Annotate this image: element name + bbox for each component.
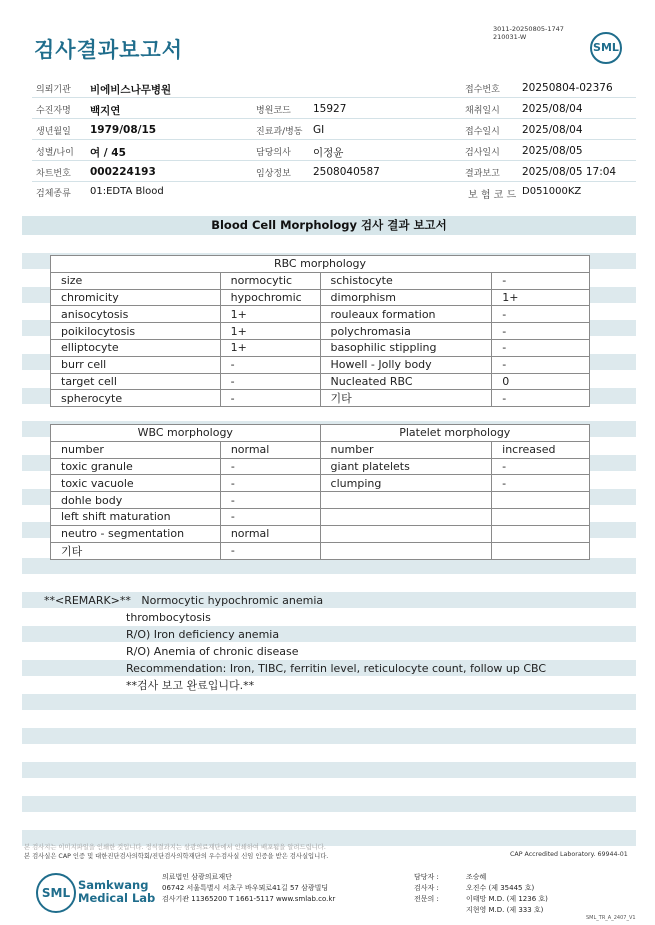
item-result: -: [220, 475, 320, 492]
info-row-6: [32, 182, 636, 202]
hospital-code-value: 15927: [313, 103, 347, 115]
item-name: number: [51, 441, 221, 458]
item-result: -: [220, 356, 320, 373]
staff-name: 오진수 (제 35445 호): [466, 884, 535, 892]
item-name: left shift maturation: [51, 508, 221, 525]
item-result: normal: [220, 525, 320, 542]
chart-label: 차트번호: [36, 169, 71, 179]
item-result: -: [492, 272, 590, 289]
rbc-header-row: [51, 256, 590, 273]
remark-label: **<REMARK>**: [44, 594, 131, 607]
received-value: 2025/08/04: [522, 124, 583, 136]
remark-line: Recommendation: Iron, TIBC, ferritin level, reticulocyte count, follow up CBC: [126, 662, 547, 675]
sex-age-value: 여 / 45: [90, 147, 126, 159]
platelet-table-title: Platelet morphology: [320, 425, 589, 442]
item-name: burr cell: [51, 356, 221, 373]
staff-line: [414, 905, 548, 916]
accreditation-notice: 본 검사실은 CAP 인증 및 대한진단검사의학회/진단검사의학재단의 우수검사실 신임 인증을 받은 검사실입니다.: [24, 853, 329, 860]
dept-value: GI: [313, 124, 325, 136]
cap-accreditation: CAP Accredited Laboratory. 69944-01: [510, 851, 628, 858]
item-result: -: [492, 390, 590, 407]
item-result: 0: [492, 373, 590, 390]
item-name: dohle body: [51, 492, 221, 509]
org-contact: 검사기관 11365200 T 1661-5117 www.smlab.co.kr: [162, 895, 336, 903]
rbc-table-body: [51, 272, 590, 407]
print-notice: 본 검사지는 이미지파일을 인쇄한 것입니다. 정식결과지는 삼광의료재단에서 인쇄하여 배포됨을 알려드립니다.: [24, 844, 326, 851]
rbc-row: [51, 390, 590, 407]
stripe: [22, 762, 636, 778]
staff-signatures: [414, 872, 548, 916]
wbc-platelet-row: [51, 441, 590, 458]
staff-line: [414, 894, 548, 905]
info-row-2: [32, 99, 636, 119]
info-row-5: [32, 162, 636, 182]
wbc-platelet-row: [51, 525, 590, 542]
clinical-label: 임상정보: [256, 169, 291, 179]
item-name: 기타: [51, 542, 221, 559]
rbc-morphology-table: [50, 255, 590, 407]
item-name: [320, 508, 492, 525]
item-result: normocytic: [220, 272, 320, 289]
item-name: chromicity: [51, 289, 221, 306]
sml-footer-logo-icon: SML: [36, 873, 76, 913]
org-address: 06742 서울특별시 서초구 바우뫼로41길 57 삼광빌딩: [162, 884, 329, 892]
item-name: [320, 492, 492, 509]
item-result: -: [220, 373, 320, 390]
accession-value: 20250804-02376: [522, 82, 613, 94]
sml-logo-icon: SML: [590, 32, 622, 64]
item-name: toxic vacuole: [51, 475, 221, 492]
tested-value: 2025/08/05: [522, 145, 583, 157]
item-name: elliptocyte: [51, 339, 221, 356]
rbc-row: [51, 306, 590, 323]
info-row-4: [32, 141, 636, 161]
item-result: -: [220, 492, 320, 509]
doctor-label: 담당의사: [256, 148, 291, 158]
item-result: hypochromic: [220, 289, 320, 306]
item-result: [492, 525, 590, 542]
wbc-table-title: WBC morphology: [51, 425, 321, 442]
doctor-value: 이정윤: [313, 147, 344, 159]
info-row-1: [32, 78, 636, 98]
organization-info: [162, 872, 335, 905]
brand-line-1: Samkwang: [78, 878, 149, 892]
item-name: dimorphism: [320, 289, 492, 306]
item-name: Howell - Jolly body: [320, 356, 492, 373]
dob-value: 1979/08/15: [90, 124, 157, 136]
item-name: Nucleated RBC: [320, 373, 492, 390]
insurance-value: D051000KZ: [522, 186, 582, 197]
stripe: [22, 728, 636, 744]
item-result: [492, 542, 590, 559]
item-result: [492, 508, 590, 525]
wbc-platelet-row: [51, 458, 590, 475]
wbc-platelet-row: [51, 508, 590, 525]
item-name: [320, 542, 492, 559]
remark-section: [44, 592, 546, 694]
item-name: target cell: [51, 373, 221, 390]
item-name: clumping: [320, 475, 492, 492]
specimen-value: 01:EDTA Blood: [90, 186, 164, 197]
stripe: [22, 796, 636, 812]
item-result: 1+: [220, 339, 320, 356]
name-label: 수진자명: [36, 106, 71, 116]
item-result: increased: [492, 441, 590, 458]
rbc-row: [51, 356, 590, 373]
doc-number-line: 3011-20250805-1747: [493, 25, 564, 33]
stripe: [22, 694, 636, 710]
item-result: -: [220, 542, 320, 559]
clinical-value: 2508040587: [313, 166, 380, 178]
section-title: Blood Cell Morphology 검사 결과 보고서: [22, 216, 636, 235]
item-name: 기타: [320, 390, 492, 407]
brand-name: [78, 879, 155, 905]
item-result: -: [492, 339, 590, 356]
hospital-label: 의뢰기관: [36, 85, 71, 95]
item-name: poikilocytosis: [51, 323, 221, 340]
rbc-row: [51, 339, 590, 356]
item-result: 1+: [492, 289, 590, 306]
wbc-platelet-row: [51, 542, 590, 559]
item-name: basophilic stippling: [320, 339, 492, 356]
item-result: -: [492, 458, 590, 475]
item-result: -: [220, 390, 320, 407]
staff-role: 검사자 :: [414, 884, 439, 892]
dept-label: 진료과/병동: [256, 127, 303, 137]
accession-label: 접수번호: [465, 85, 500, 95]
sex-age-label: 성별/나이: [36, 148, 74, 158]
item-result: normal: [220, 441, 320, 458]
reported-label: 결과보고: [465, 169, 500, 179]
staff-line: [414, 883, 548, 894]
item-name: size: [51, 272, 221, 289]
item-name: number: [320, 441, 492, 458]
wbc-table-body: [51, 441, 590, 559]
item-result: [492, 492, 590, 509]
item-result: -: [492, 323, 590, 340]
reported-value: 2025/08/05 17:04: [522, 166, 617, 178]
item-result: 1+: [220, 323, 320, 340]
hospital-value: 비에비스나무병원: [90, 84, 172, 96]
specimen-label: 검체종류: [36, 189, 71, 199]
doc-sub-line: 210031-W: [493, 33, 527, 41]
item-result: -: [220, 458, 320, 475]
remark-line: R/O) Anemia of chronic disease: [126, 645, 299, 658]
name-value: 백지연: [90, 105, 121, 117]
insurance-label: 보 험 코 드: [468, 190, 517, 201]
staff-name: 지현영 M.D. (제 333 호): [466, 906, 544, 914]
staff-name: 이태망 M.D. (제 1236 호): [466, 895, 548, 903]
wbc-plt-header-row: [51, 425, 590, 442]
received-label: 접수일시: [465, 127, 500, 137]
chart-value: 000224193: [90, 166, 156, 178]
item-name: rouleaux formation: [320, 306, 492, 323]
item-name: schistocyte: [320, 272, 492, 289]
staff-name: 조승혜: [466, 873, 487, 881]
item-result: -: [492, 306, 590, 323]
item-name: neutro - segmentation: [51, 525, 221, 542]
collected-value: 2025/08/04: [522, 103, 583, 115]
hospital-code-label: 병원코드: [256, 106, 291, 116]
item-name: [320, 525, 492, 542]
item-name: spherocyte: [51, 390, 221, 407]
remark-text: Normocytic hypochromic anemia: [141, 594, 324, 607]
item-result: -: [492, 356, 590, 373]
remark-line: R/O) Iron deficiency anemia: [126, 628, 280, 641]
rbc-row: [51, 373, 590, 390]
rbc-row: [51, 272, 590, 289]
stripe: [22, 558, 636, 574]
dob-label: 생년월일: [36, 127, 71, 137]
item-name: polychromasia: [320, 323, 492, 340]
item-name: giant platelets: [320, 458, 492, 475]
form-number: SML_TR_A_2407_V1: [586, 915, 636, 921]
rbc-row: [51, 323, 590, 340]
brand-line-2: Medical Lab: [78, 891, 156, 905]
info-row-3: [32, 120, 636, 140]
org-name: 의료법인 삼광의료재단: [162, 873, 232, 881]
item-result: -: [220, 508, 320, 525]
wbc-platelet-row: [51, 475, 590, 492]
item-name: toxic granule: [51, 458, 221, 475]
wbc-platelet-table: [50, 424, 590, 560]
staff-line: [414, 872, 548, 883]
item-result: -: [492, 475, 590, 492]
item-result: 1+: [220, 306, 320, 323]
report-title: 검사결과보고서: [34, 38, 184, 62]
staff-role: 담당자 :: [414, 873, 439, 881]
tested-label: 검사일시: [465, 148, 500, 158]
remark-line-first: [44, 592, 546, 609]
staff-role: 전문의 :: [414, 895, 439, 903]
remark-line: thrombocytosis: [126, 611, 211, 624]
rbc-row: [51, 289, 590, 306]
wbc-platelet-row: [51, 492, 590, 509]
document-number: [493, 25, 564, 41]
remark-line: **검사 보고 완료입니다.**: [126, 679, 255, 692]
item-name: anisocytosis: [51, 306, 221, 323]
collected-label: 채취일시: [465, 106, 500, 116]
rbc-table-title: RBC morphology: [51, 256, 590, 273]
